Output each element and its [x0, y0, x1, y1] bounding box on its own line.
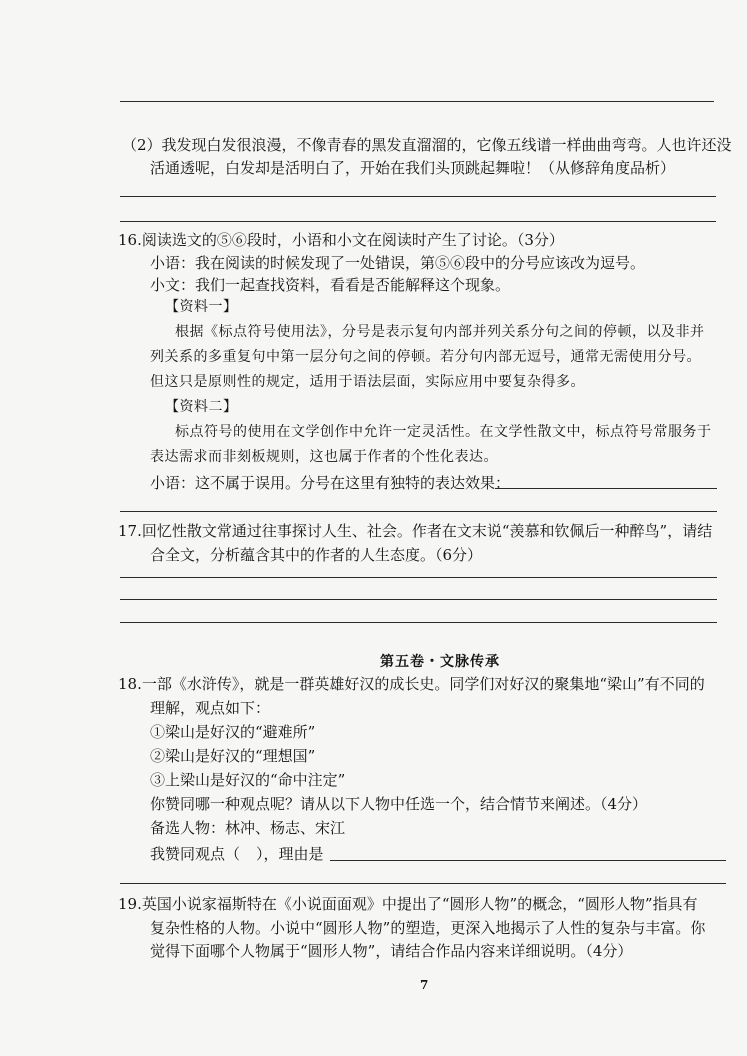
q16-ref2-title: 【资料二】	[165, 399, 238, 415]
answer-line	[120, 599, 717, 600]
q17-line1: 17.回忆性散文常通过往事探讨人生、社会。作者在文末说“羡慕和钦佩后一种醉鸟”，请结	[118, 522, 713, 540]
answer-line	[330, 860, 726, 861]
answer-line	[495, 488, 717, 489]
q15-part2-line2: 活通透呢，白发却是活明白了，开始在我们头顶跳起舞啦！（从修辞角度品析）	[150, 159, 676, 177]
q16-xiaoyu-1: 小语：我在阅读的时候发现了一处错误，第⑤⑥段中的分号应该改为逗号。	[150, 254, 646, 272]
q15-part2-line1: （2）我发现白发很浪漫，不像青春的黑发直溜溜的，它像五线谱一样曲曲弯弯。人也许还没	[122, 136, 732, 154]
q16-ref1-line2: 列关系的多重复句中第一层分句之间的停顿。若分句内部无逗号，通常无需使用分号。	[150, 349, 701, 365]
q16-ref2-line2: 表达需求而非刻板规则，这也属于作者的个性化表达。	[150, 449, 498, 465]
page-number: 7	[420, 978, 429, 992]
section-title: 第五卷・文脉传承	[380, 654, 500, 670]
q18-option-1: ①梁山是好汉的“避难所”	[150, 723, 316, 741]
q19-line1: 19.英国小说家福斯特在《小说面面观》中提出了“圆形人物”的概念，“圆形人物”指具有	[118, 895, 698, 913]
q17-line2: 合全文，分析蕴含其中的作者的人生态度。（6分）	[150, 546, 483, 564]
q16-ref1-line3: 但这只是原则性的规定，适用于语法层面，实际应用中要复杂得多。	[150, 374, 585, 390]
answer-line	[120, 622, 717, 623]
answer-line	[120, 221, 716, 222]
q16-ref1-title: 【资料一】	[165, 299, 238, 315]
q16-ref2-line1: 标点符号的使用在文学创作中允许一定灵活性。在文学性散文中，标点符号常服务于	[175, 424, 712, 440]
q18-answer-prefix: 我赞同观点（	[150, 845, 241, 863]
answer-line	[120, 196, 716, 197]
q18-answer-prompt	[150, 843, 324, 865]
q18-line2: 理解，观点如下：	[150, 699, 271, 717]
q18-line1: 18.一部《水浒传》，就是一群英雄好汉的成长史。同学们对好汉的聚集地“梁山”有不同的	[118, 675, 705, 693]
q19-line3: 觉得下面哪个人物属于“圆形人物”，请结合作品内容来详细说明。（4分）	[150, 942, 633, 960]
q16-ref1-line1: 根据《标点符号使用法》，分号是表示复句内部并列关系分句之间的停顿，以及非并	[175, 324, 705, 340]
q19-line2: 复杂性格的人物。小说中“圆形人物”的塑造，更深入地揭示了人性的复杂与丰富。你	[150, 919, 706, 937]
q18-ask: 你赞同哪一种观点呢？请从以下人物中任选一个，结合情节来阐述。（4分）	[150, 795, 648, 813]
q16-xiaowen: 小文：我们一起查找资料，看看是否能解释这个现象。	[150, 276, 511, 294]
q18-option-3: ③上梁山是好汉的“命中注定”	[150, 771, 346, 789]
answer-line	[120, 577, 717, 578]
q18-answer-suffix: ），理由是	[256, 845, 324, 863]
q16-stem: 16.阅读选文的⑤⑥段时，小语和小文在阅读时产生了讨论。（3分）	[118, 231, 564, 249]
answer-line	[120, 883, 726, 884]
q16-xiaoyu-2: 小语：这不属于误用。分号在这里有独特的表达效果：	[150, 474, 511, 492]
q18-characters: 备选人物：林冲、杨志、宋江	[150, 819, 346, 837]
answer-line	[120, 101, 714, 102]
answer-line	[120, 511, 717, 512]
q18-option-2: ②梁山是好汉的“理想国”	[150, 747, 316, 765]
